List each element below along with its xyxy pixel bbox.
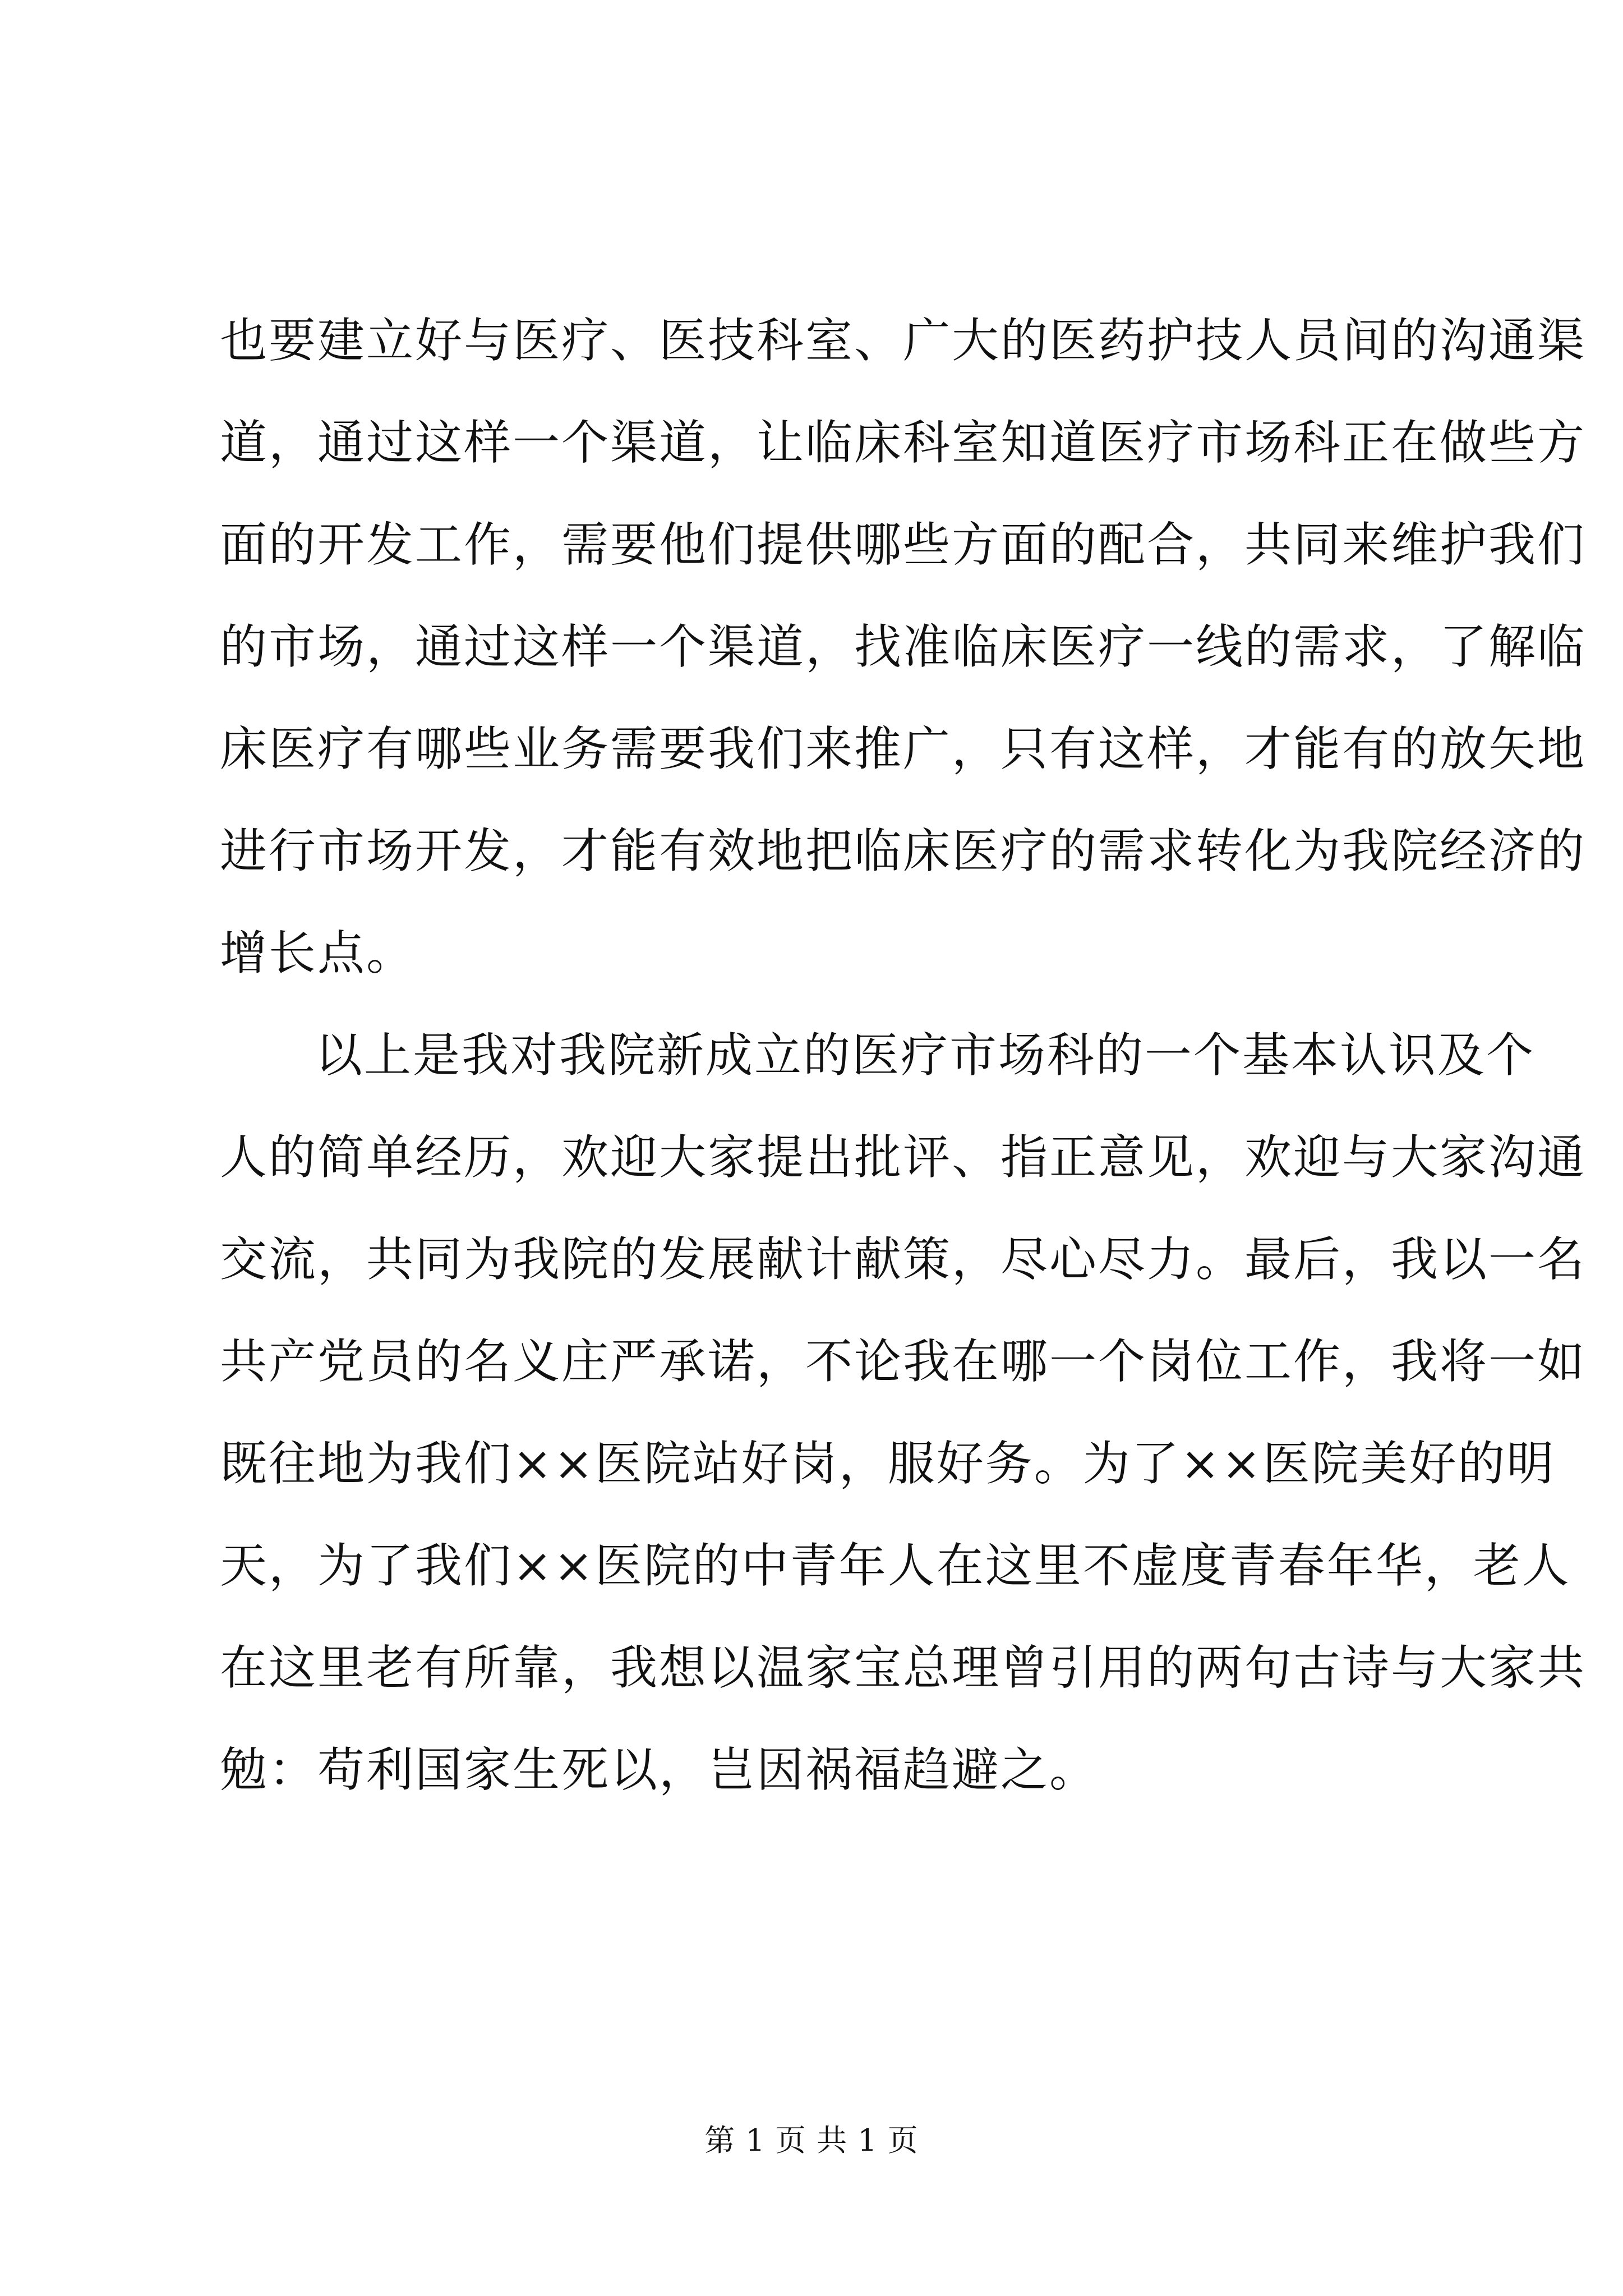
page-number-label: 第 1 页 共 1 页 — [704, 2123, 919, 2158]
paragraph-2-line-5: 既往地为我们××医院站好岗，服好务。为了××医院美好的明 — [220, 1436, 1556, 1491]
paragraph-1-line-7: 增长点。 — [220, 926, 416, 981]
paragraph-2-line-6: 天，为了我们××医院的中青年人在这里不虚度青春年华，老人 — [220, 1538, 1571, 1593]
paragraph-1-line-1: 也要建立好与医疗、医技科室、广大的医药护技人员间的沟通渠 — [220, 313, 1587, 368]
page-footer — [0, 2118, 1623, 2163]
paragraph-2-line-2: 人的简单经历，欢迎大家提出批评、指正意见，欢迎与大家沟通 — [220, 1130, 1587, 1185]
paragraph-1-line-5: 床医疗有哪些业务需要我们来推广，只有这样，才能有的放矢地 — [220, 721, 1587, 776]
document-body — [220, 289, 1587, 1821]
paragraph-2-line-3: 交流，共同为我院的发展献计献策，尽心尽力。最后，我以一名 — [220, 1232, 1587, 1287]
paragraph-2-line-4: 共产党员的名义庄严承诺，不论我在哪一个岗位工作，我将一如 — [220, 1334, 1587, 1389]
paragraph-2-line-8: 勉：苟利国家生死以，岂因祸福趋避之。 — [220, 1742, 1099, 1797]
paragraph-1-line-3: 面的开发工作，需要他们提供哪些方面的配合，共同来维护我们 — [220, 517, 1587, 572]
paragraph-1-line-4: 的市场，通过这样一个渠道，找准临床医疗一线的需求，了解临 — [220, 619, 1587, 674]
paragraph-2-line-7: 在这里老有所靠，我想以温家宝总理曾引用的两句古诗与大家共 — [220, 1640, 1587, 1695]
paragraph-1-line-6: 进行市场开发，才能有效地把临床医疗的需求转化为我院经济的 — [220, 823, 1587, 878]
paragraph-2-line-1: 以上是我对我院新成立的医疗市场科的一个基本认识及个 — [315, 1028, 1536, 1083]
paragraph-1-line-2: 道，通过这样一个渠道，让临床科室知道医疗市场科正在做些方 — [220, 415, 1587, 470]
